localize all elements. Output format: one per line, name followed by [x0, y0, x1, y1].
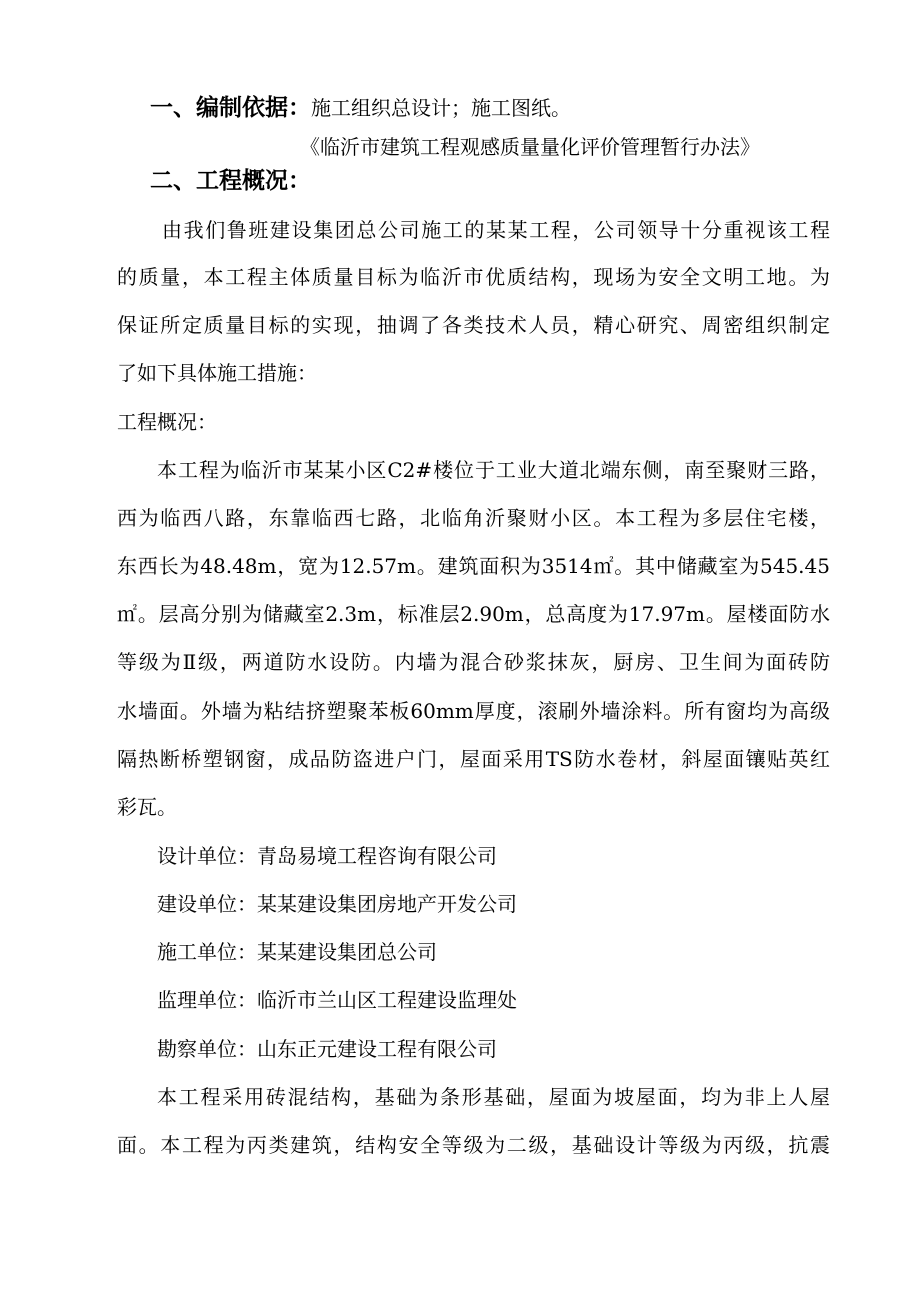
intro-line: 了如下具体施工措施： — [117, 361, 317, 385]
overview-line: 隔热断桥塑钢窗，成品防盗进户门，屋面采用TS防水卷材，斜屋面镶贴英红 — [117, 747, 830, 771]
intro-line: 保证所定质量目标的实现，抽调了各类技术人员，精心研究、周密组织制定 — [117, 313, 830, 337]
design-unit: 设计单位：青岛易境工程咨询有限公司 — [157, 844, 497, 868]
section-1-basis: 施工组织总设计；施工图纸。 — [311, 96, 571, 120]
overview-line: 等级为Ⅱ级，两道防水设防。内墙为混合砂浆抹灰，厨房、卫生间为面砖防 — [117, 650, 830, 674]
overview-line: 水墙面。外墙为粘结挤塑聚苯板60mm厚度，滚刷外墙涂料。所有窗均为高级 — [117, 699, 830, 723]
supervision-unit: 监理单位：临沂市兰山区工程建设监理处 — [157, 988, 517, 1012]
section-1-heading: 一、编制依据： — [150, 95, 311, 121]
overview-line: 本工程为临沂市某某小区C2#楼位于工业大道北端东侧，南至聚财三路， — [157, 458, 830, 482]
section-2-heading: 二、工程概况： — [150, 168, 311, 194]
overview-line: 西为临西八路，东靠临西七路，北临角沂聚财小区。本工程为多层住宅楼， — [117, 506, 830, 530]
regulation-title: 《临沂市建筑工程观感质量量化评价管理暂行办法》 — [300, 135, 760, 159]
structure-line: 本工程采用砖混结构，基础为条形基础，屋面为坡屋面，均为非上人屋 — [157, 1085, 830, 1109]
overview-line: ㎡。层高分别为储藏室2.3m，标准层2.90m，总高度为17.97m。屋楼面防水 — [117, 602, 830, 626]
structure-line: 面。本工程为丙类建筑，结构安全等级为二级，基础设计等级为丙级，抗震 — [117, 1133, 830, 1157]
survey-unit: 勘察单位：山东正元建设工程有限公司 — [157, 1037, 497, 1061]
section-1-heading-line — [150, 94, 571, 122]
overview-line: 彩瓦。 — [117, 795, 177, 819]
overview-subheading: 工程概况： — [117, 410, 217, 434]
intro-line: 由我们鲁班建设集团总公司施工的某某工程，公司领导十分重视该工程 — [162, 218, 830, 242]
contractor-unit: 施工单位：某某建设集团总公司 — [157, 940, 437, 964]
intro-line: 的质量，本工程主体质量目标为临沂市优质结构，现场为安全文明工地。为 — [117, 265, 830, 289]
overview-line: 东西长为48.48m，宽为12.57m。建筑面积为3514㎡。其中储藏室为545.45 — [117, 554, 830, 578]
construction-owner-unit: 建设单位：某某建设集团房地产开发公司 — [157, 892, 517, 916]
